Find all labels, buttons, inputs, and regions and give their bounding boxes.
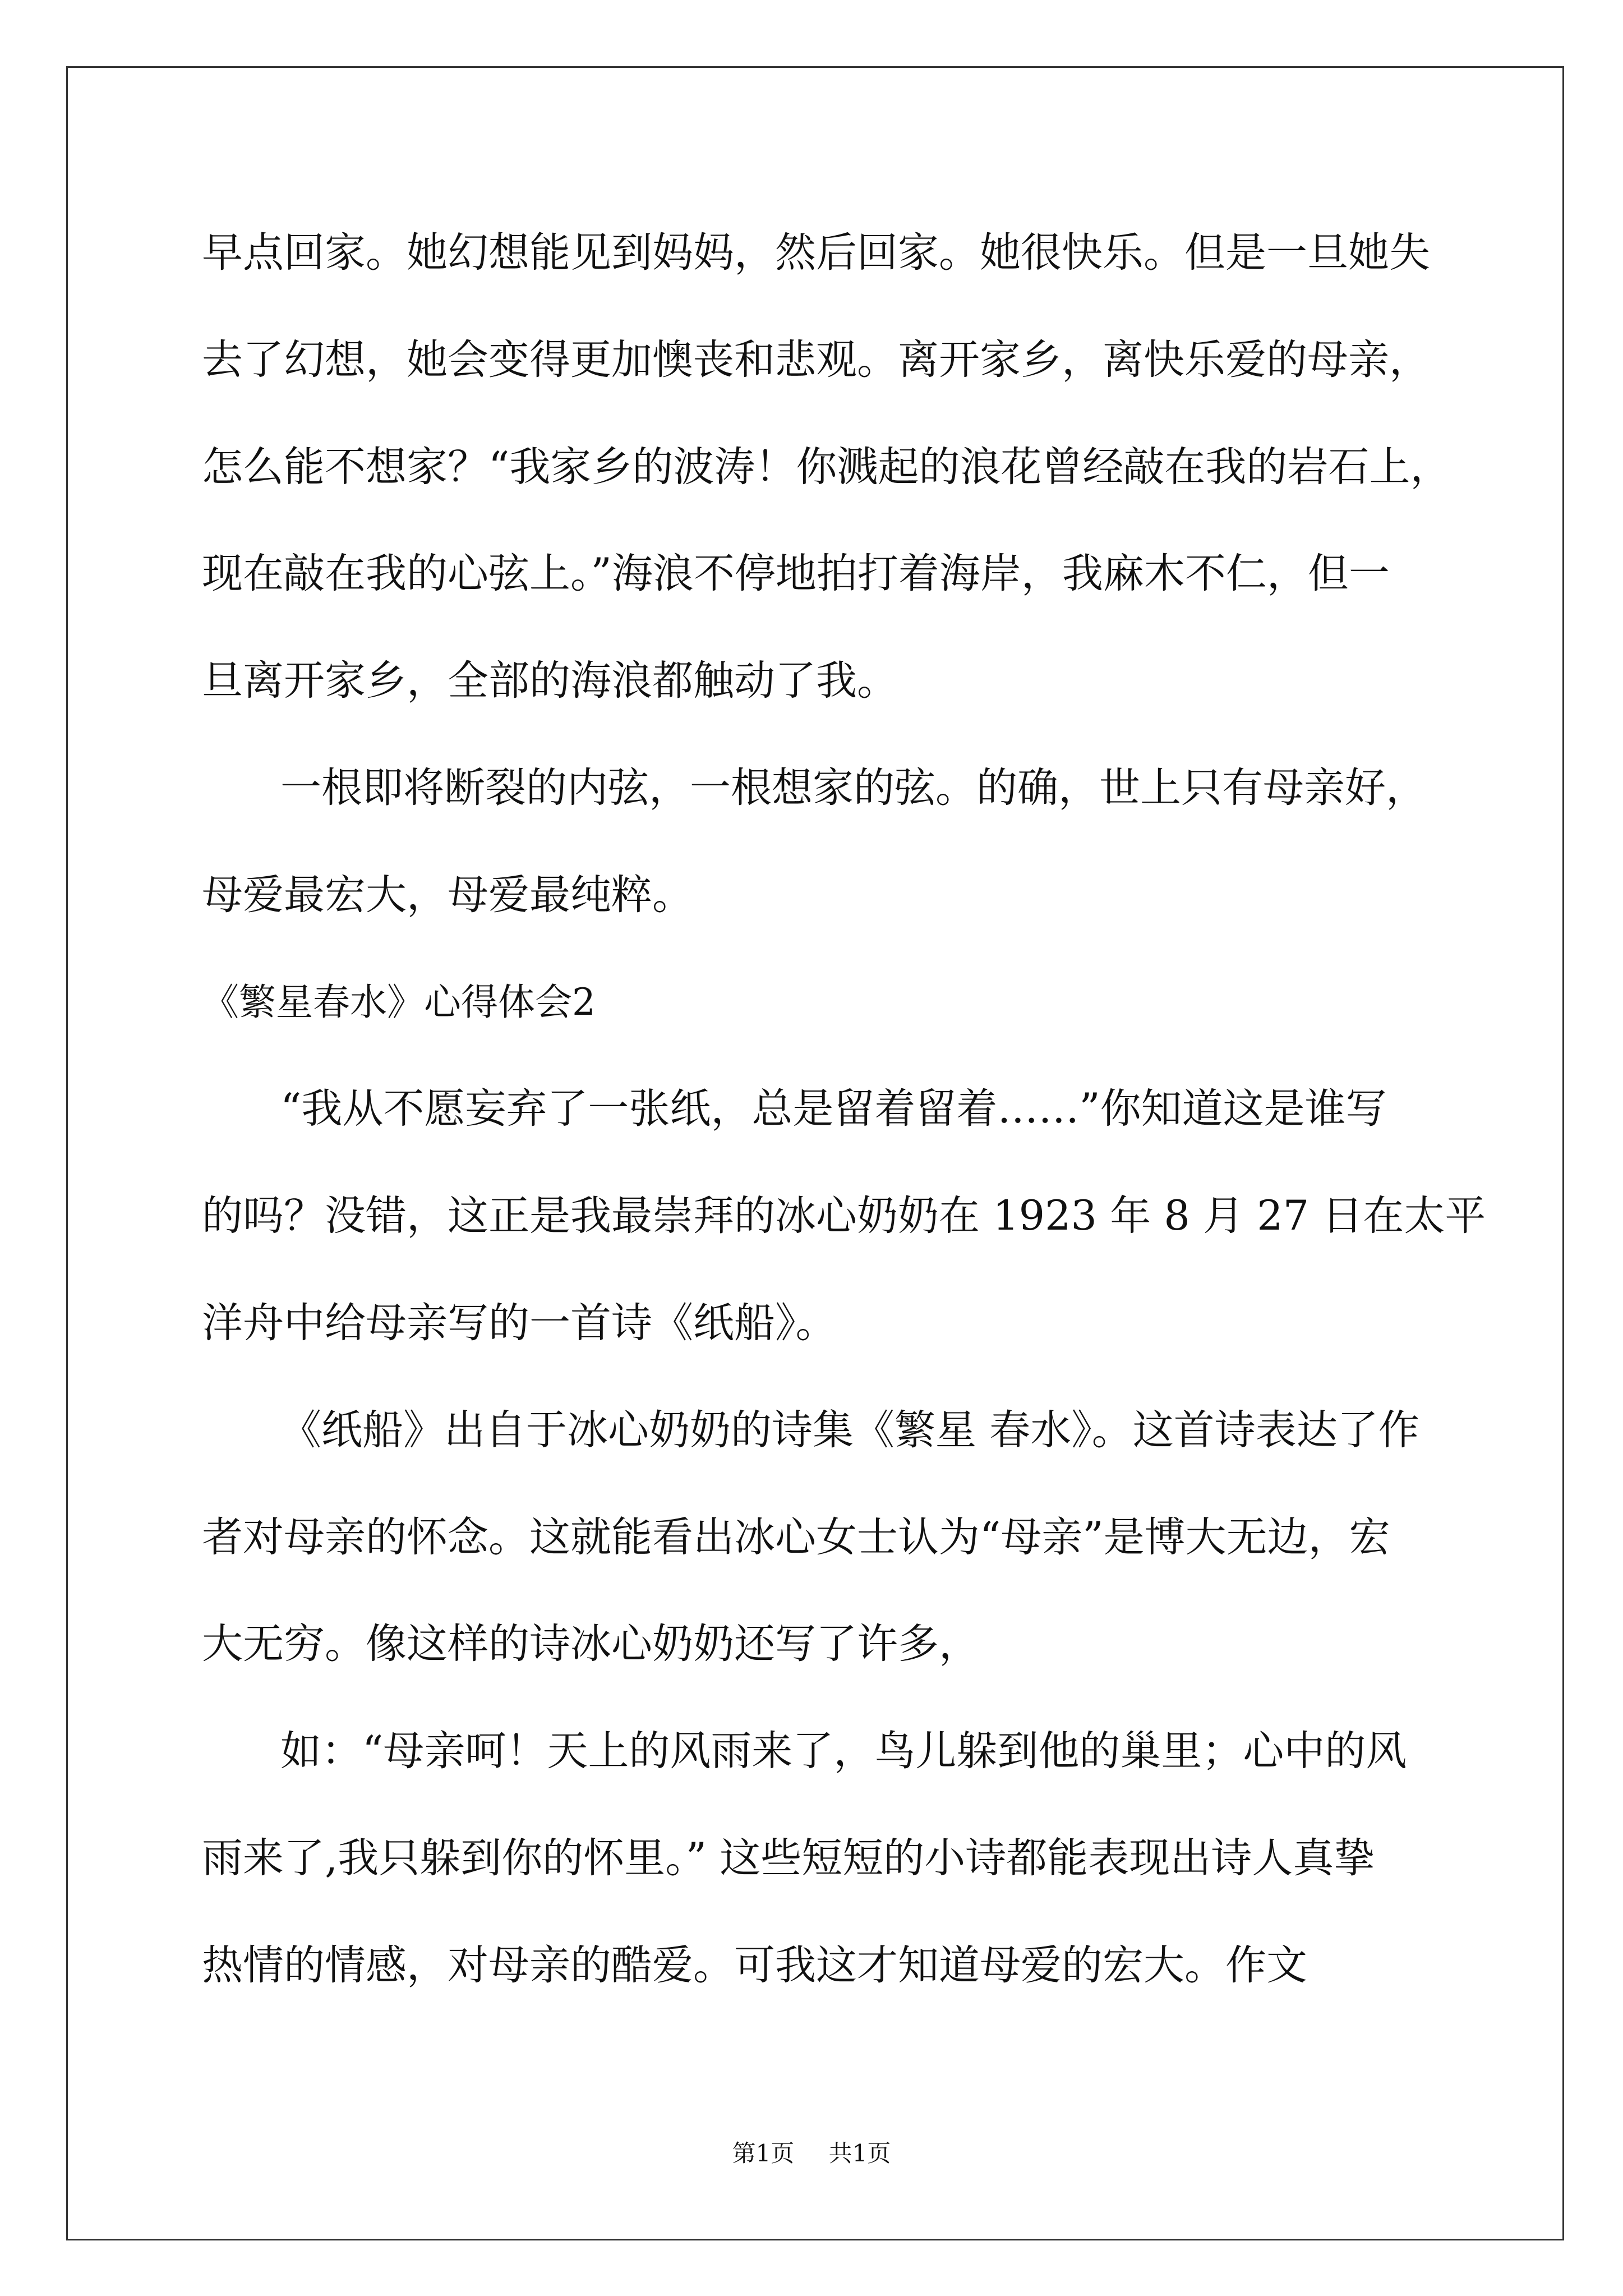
body-line: 一根即将断裂的内弦，一根想家的弦。的确，世上只有母亲好， (280, 763, 1427, 812)
body-line: 母爱最宏大，母爱最纯粹。 (202, 871, 693, 919)
section-heading: 《繁星春水》心得体会2 (202, 980, 596, 1024)
body-line: 如：“母亲呵！天上的风雨来了，鸟儿躲到他的巢里；心中的风 (280, 1727, 1407, 1775)
document-body (202, 200, 1548, 2019)
body-line: 《纸船》出自于冰心奶奶的诗集《繁星 春水》。这首诗表达了作 (280, 1406, 1419, 1454)
body-line: 雨来了,我只躲到你的怀里。” 这些短短的小诗都能表现出诗人真挚 (202, 1834, 1375, 1882)
body-line: 怎么能不想家？“我家乡的波涛！你溅起的浪花曾经敲在我的岩石上， (202, 443, 1451, 491)
body-line: 旦离开家乡，全部的海浪都触动了我。 (202, 657, 898, 705)
page-number: 第1页 (732, 2139, 795, 2167)
page-footer (0, 2137, 1623, 2170)
page-total: 共1页 (828, 2139, 891, 2167)
body-line: 洋舟中给母亲写的一首诗《纸船》。 (202, 1299, 837, 1347)
body-line: “我从不愿妄弃了一张纸，总是留着留着……”你知道这是谁写 (280, 1085, 1387, 1133)
body-line: 者对母亲的怀念。这就能看出冰心女士认为“母亲”是博大无边，宏 (202, 1513, 1390, 1561)
body-line: 热情的情感，对母亲的酷爱。可我这才知道母爱的宏大。作文 (202, 1941, 1307, 1989)
body-line: 现在敲在我的心弦上。”海浪不停地拍打着海岸，我麻木不仁，但一 (202, 550, 1390, 598)
body-line: 大无穷。像这样的诗冰心奶奶还写了许多， (202, 1620, 980, 1668)
body-line: 早点回家。她幻想能见到妈妈，然后回家。她很快乐。但是一旦她失 (202, 229, 1430, 277)
body-line: 的吗？没错，这正是我最崇拜的冰心奶奶在 1923 年 8 月 27 日在太平 (202, 1192, 1486, 1240)
body-line: 去了幻想，她会变得更加懊丧和悲观。离开家乡，离快乐爱的母亲， (202, 335, 1430, 384)
